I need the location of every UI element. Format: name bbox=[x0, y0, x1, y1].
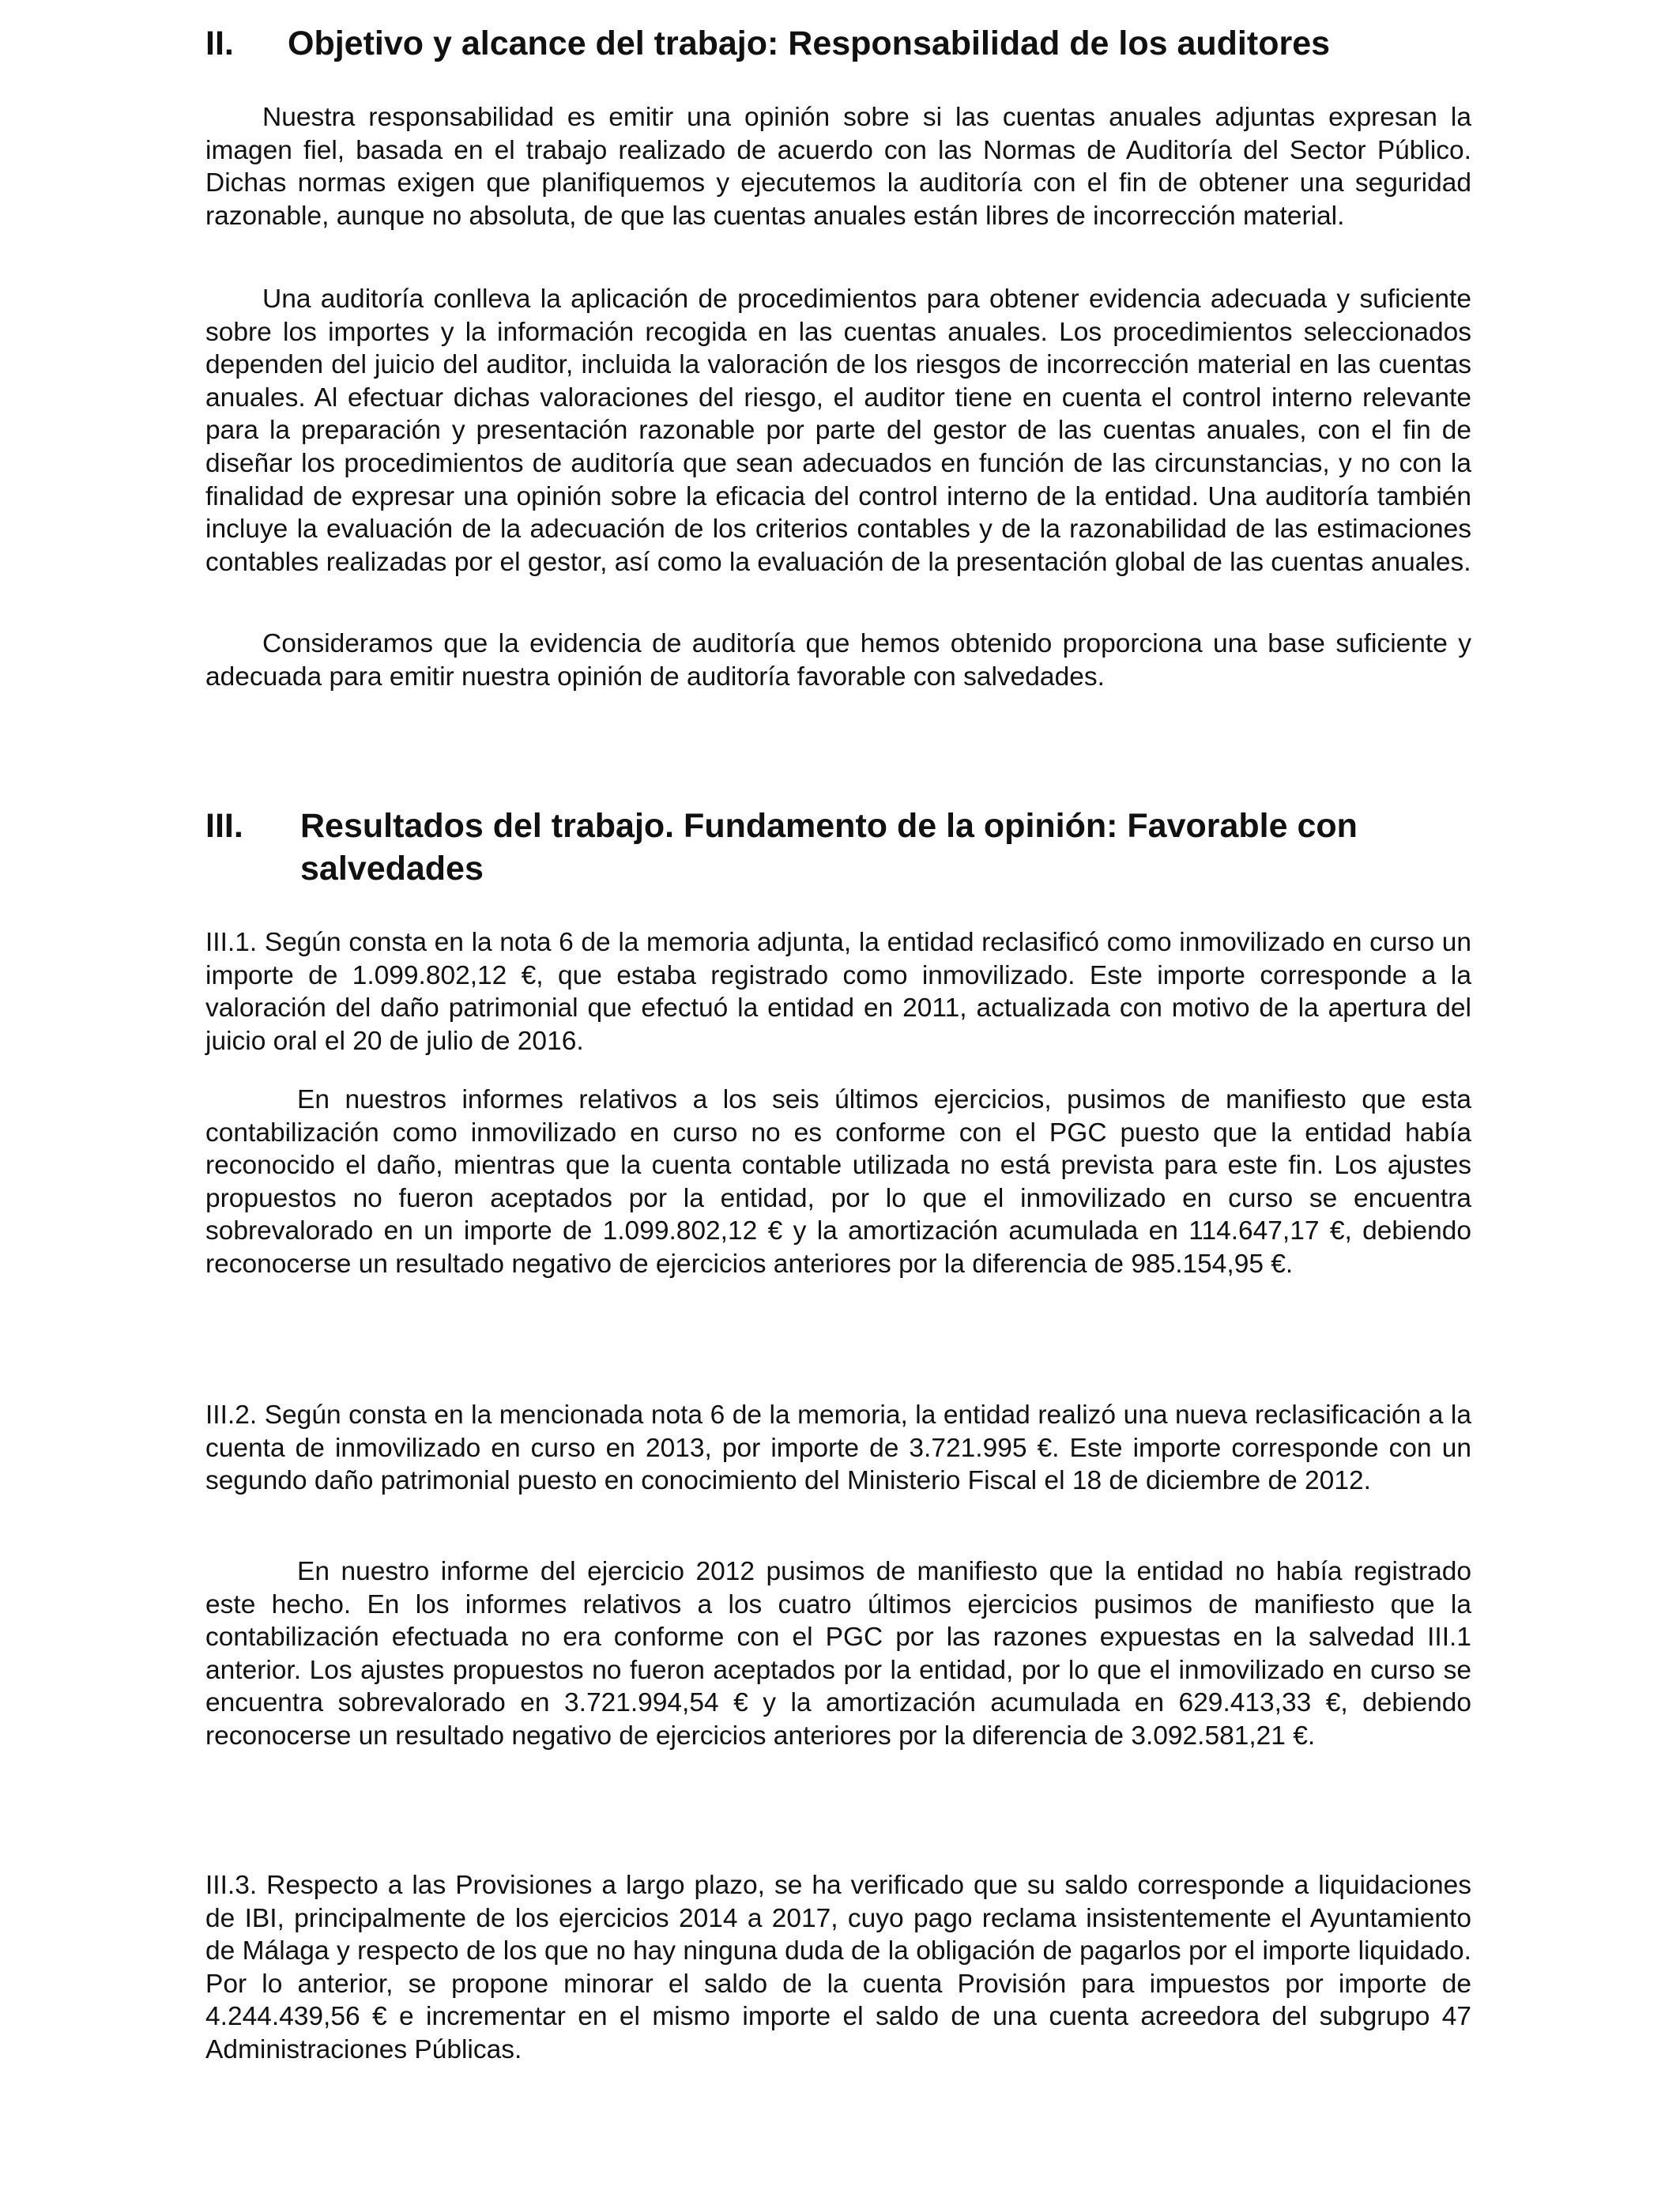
section-iii-paragraph-2: En nuestros informes relativos a los seis últimos ejercicios, pusimos de manifiesto que esta contabilización como inmovilizado en curso no es conforme con el PGC puesto que la entidad había reconocido el daño, mientras que la cuenta contable utilizada no está prevista para este fin. Los ajustes propuestos no fueron aceptados por la entidad, por lo que el inmovilizado en curso se encuentra sobrevalorado en un importe de 1.099.802,12 € y la amortización acumulada en 114.647,17 €, debiendo reconocerse un resultado negativo de ejercicios anteriores por la diferencia de 985.154,95 €. bbox=[205, 1085, 1471, 1279]
section-ii-paragraph-2: Una auditoría conlleva la aplicación de procedimientos para obtener evidencia adecuada y suficiente sobre los importes y la información recogida en las cuentas anuales. Los procedimientos seleccionados dependen del juicio del auditor, incluida la valoración de los riesgos de incorrección material en las cuentas anuales. Al efectuar dichas valoraciones del riesgo, el auditor tiene en cuenta el control interno relevante para la preparación y presentación razonable por parte del gestor de las cuentas anuales, con el fin de diseñar los procedimientos de auditoría que sean adecuados en función de las circunstancias, y no con la finalidad de expresar una opinión sobre la eficacia del control interno de la entidad. Una auditoría también incluye la evaluación de la adecuación de los criterios contables y de la razonabilidad de las estimaciones contables realizadas por el gestor, así como la evaluación de la presentación global de las cuentas anuales. bbox=[205, 285, 1471, 577]
section-iii-paragraph-5: III.3. Respecto a las Provisiones a largo plazo, se ha verificado que su saldo corresponde a liquidaciones de IBI, principalmente de los ejercicios 2014 a 2017, cuyo pago reclama insistentemente el Ayuntamiento de Málaga y respecto de los que no hay ninguna duda de la obligación de pagarlos por el importe liquidado. Por lo anterior, se propone minorar el saldo de la cuenta Provisión para impuestos por importe de 4.244.439,56 € e incrementar en el mismo importe el saldo de una cuenta acreedora del subgrupo 47 Administraciones Públicas. bbox=[205, 1871, 1471, 2064]
section-iii-paragraph-3: III.2. Según consta en la mencionada nota 6 de la memoria, la entidad realizó una nueva reclasificación a la cuenta de inmovilizado en curso en 2013, por importe de 3.721.995 €. Este importe corresponde con un segundo daño patrimonial puesto en conocimiento del Ministerio Fiscal el 18 de diciembre de 2012. bbox=[205, 1400, 1471, 1496]
section-ii-heading bbox=[205, 22, 1501, 65]
section-iii-heading bbox=[205, 805, 1501, 890]
section-iii-number: III. bbox=[205, 807, 243, 845]
section-iii-title: Resultados del trabajo. Fundamento de la opinión: Favorable con salvedades bbox=[300, 807, 1358, 888]
section-ii-title: Objetivo y alcance del trabajo: Responsabilidad de los auditores bbox=[288, 25, 1331, 62]
section-ii-paragraph-1: Nuestra responsabilidad es emitir una opinión sobre si las cuentas anuales adjuntas expresan la imagen fiel, basada en el trabajo realizado de acuerdo con las Normas de Auditoría del Sector Público. Dichas normas exigen que planifiquemos y ejecutemos la auditoría con el fin de obtener una seguridad razonable, aunque no absoluta, de que las cuentas anuales están libres de incorrección material. bbox=[205, 103, 1471, 231]
section-iii-paragraph-1: III.1. Según consta en la nota 6 de la memoria adjunta, la entidad reclasificó como inmovilizado en curso un importe de 1.099.802,12 €, que estaba registrado como inmovilizado. Este importe corresponde a la valoración del daño patrimonial que efectuó la entidad en 2011, actualizada con motivo de la apertura del juicio oral el 20 de julio de 2016. bbox=[205, 928, 1471, 1056]
section-ii-paragraph-3: Consideramos que la evidencia de auditoría que hemos obtenido proporciona una base suficiente y adecuada para emitir nuestra opinión de auditoría favorable con salvedades. bbox=[205, 629, 1471, 692]
section-ii-number: II. bbox=[205, 25, 234, 62]
section-iii-paragraph-4: En nuestro informe del ejercicio 2012 pusimos de manifiesto que la entidad no había registrado este hecho. En los informes relativos a los cuatro últimos ejercicios pusimos de manifiesto que la contabilización efectuada no era conforme con el PGC por las razones expuestas en la salvedad III.1 anterior. Los ajustes propuestos no fueron aceptados por la entidad, por lo que el inmovilizado en curso se encuentra sobrevalorado en 3.721.994,54 € y la amortización acumulada en 629.413,33 €, debiendo reconocerse un resultado negativo de ejercicios anteriores por la diferencia de 3.092.581,21 €. bbox=[205, 1557, 1471, 1751]
